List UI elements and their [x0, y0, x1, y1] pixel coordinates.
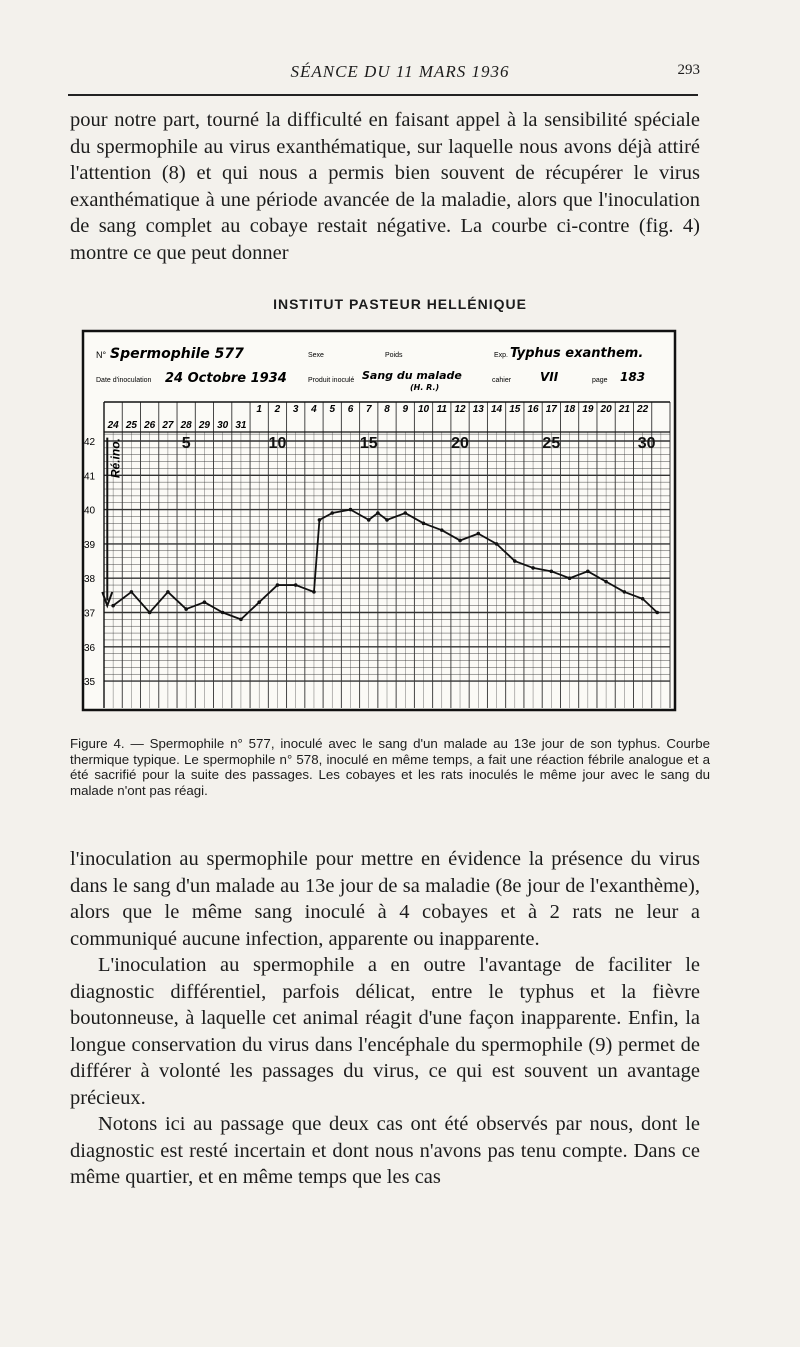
form-page-value: 183: [620, 370, 646, 384]
data-point: [376, 511, 380, 515]
day-label: 31: [235, 420, 247, 431]
day-label: 11: [436, 404, 447, 415]
milestone-label: 15: [359, 434, 378, 452]
temperature-chart: [80, 328, 680, 714]
day-label: 10: [417, 404, 430, 415]
data-point: [312, 590, 316, 594]
day-label: 19: [582, 404, 594, 415]
day-label: 22: [637, 404, 649, 415]
y-tick-label: 38: [84, 574, 96, 586]
paragraph: L'inoculation au spermophile a en outre l'avantage de faciliter le diagnostic différentiel, parfois délicat, entre le typhus et la fièvre boutonneuse, à laquelle cet animal réagit d'une façon inapparente. Enfin, la longue conservation du virus dans l'encéphale du spermophile (9) permet de différer à volonté les passages du virus, ce qui est souvent un avantage précieux.: [70, 954, 700, 1109]
paragraph: l'inoculation au spermophile pour mettre en évidence la présence du virus dans le sang d'un malade au 13e jour de sa maladie (8e jour de l'exanthème), alors que le même sang inoculé à 4 cobayes et à 2 rats ne leur a communiqué aucune infection, apparente ou inapparente.: [70, 848, 700, 950]
day-label: 5: [329, 404, 336, 415]
data-point: [513, 559, 517, 563]
header-rule: [68, 94, 698, 96]
data-point: [531, 566, 535, 570]
day-label: 24: [107, 420, 119, 431]
data-point: [385, 518, 389, 522]
data-point: [130, 590, 134, 594]
data-point: [111, 604, 115, 608]
paragraph: pour notre part, tourné la difficulté en faisant appel à la sensibilité spéciale du spermophile au virus exanthématique, sur laquelle nous avons déjà attiré l'attention (8) et qui nous a permis bien souvent de récupérer le virus exanthématique à une période avancée de la maladie, alors que l'inoculation de sang complet au cobaye restait négative. La courbe ci-contre (fig. 4) montre ce que peut donner: [70, 109, 700, 264]
day-label: 27: [162, 420, 174, 431]
data-point: [458, 539, 462, 543]
day-label: 12: [454, 404, 466, 415]
y-tick-label: 35: [84, 677, 96, 689]
data-point: [221, 611, 225, 615]
data-point: [294, 583, 298, 587]
form-page-label: page: [592, 377, 608, 384]
data-point: [655, 611, 659, 615]
marker-label: Ré.ino.: [108, 438, 123, 479]
day-label: 8: [384, 404, 390, 415]
data-point: [184, 607, 188, 611]
y-tick-label: 36: [84, 642, 96, 654]
day-label: 3: [292, 404, 299, 415]
form-exp-value: Typhus exanthem.: [510, 346, 644, 361]
data-point: [440, 528, 444, 532]
data-point: [568, 576, 572, 580]
data-point: [641, 597, 645, 601]
y-tick-label: 37: [84, 608, 96, 620]
day-label: 28: [180, 420, 192, 431]
milestone-label: 10: [268, 434, 287, 452]
milestone-label: 30: [637, 434, 656, 452]
data-point: [349, 508, 353, 512]
day-label: 17: [545, 404, 557, 415]
form-exp-label: Exp.: [494, 352, 509, 359]
day-label: 15: [509, 404, 521, 415]
chart-frame: [83, 331, 675, 710]
day-label: 2: [274, 404, 281, 415]
y-tick-label: 41: [84, 471, 96, 483]
day-label: 16: [527, 404, 539, 415]
data-point: [166, 590, 170, 594]
form-no-value: Spermophile 577: [110, 346, 244, 362]
day-label: 29: [198, 420, 210, 431]
figure-caption: [70, 736, 710, 798]
data-point: [623, 590, 627, 594]
day-label: 26: [144, 420, 156, 431]
form-sexe-label: Sexe: [308, 352, 324, 359]
day-label: 4: [311, 404, 317, 415]
data-point: [604, 580, 608, 584]
form-produit-sub: (H. R.): [410, 383, 440, 392]
day-label: 1: [256, 404, 262, 415]
y-tick-label: 39: [84, 539, 96, 551]
page-number: 293: [677, 62, 700, 78]
day-label: 30: [217, 420, 229, 431]
day-label: 6: [347, 404, 354, 415]
data-point: [550, 570, 554, 574]
data-point: [367, 518, 371, 522]
milestone-label: 20: [451, 434, 469, 452]
body-text-top: [70, 107, 700, 266]
body-text-bottom: [70, 846, 700, 1191]
data-point: [476, 532, 480, 536]
day-label: 21: [618, 404, 630, 415]
data-point: [148, 611, 152, 615]
data-point: [495, 542, 499, 546]
data-point: [586, 570, 590, 574]
data-point: [403, 511, 407, 515]
caption-text: Figure 4. — Spermophile n° 577, inoculé avec le sang d'un malade au 13e jour de son typhus. Courbe thermique typique. Le spermophile n° 578, inoculé en même temps, a fait une réaction fébrile analogue et a été sacrifié pour la suite des passages. Les cobayes et les rats inoculés le même jour avec le sang du malade n'ont pas réagi.: [70, 736, 710, 798]
form-produit-value: Sang du malade: [362, 369, 462, 382]
data-point: [257, 600, 261, 604]
day-label: 14: [490, 404, 503, 415]
data-point: [330, 511, 334, 515]
form-date-value: 24 Octobre 1934: [165, 371, 287, 386]
milestone-label: 5: [181, 434, 191, 452]
y-tick-label: 40: [84, 505, 96, 517]
day-label: 18: [564, 404, 576, 415]
form-date-label: Date d'inoculation: [96, 377, 152, 384]
y-tick-label: 42: [84, 437, 96, 448]
day-label: 20: [600, 404, 612, 415]
data-point: [203, 600, 207, 604]
data-point: [239, 618, 243, 622]
day-label: 25: [125, 420, 137, 431]
form-cahier-value: VII: [540, 370, 559, 384]
day-label: 9: [402, 404, 409, 415]
day-label: 13: [472, 404, 484, 415]
paragraph: Notons ici au passage que deux cas ont été observés par nous, dont le diagnostic est resté incertain et dont nous n'avons pas tenu compte. Dans ce même quartier, et en même temps que les cas: [70, 1113, 700, 1188]
form-poids-label: Poids: [385, 352, 403, 359]
data-point: [422, 522, 426, 526]
milestone-label: 25: [542, 434, 561, 452]
data-point: [318, 518, 322, 522]
form-cahier-label: cahier: [492, 377, 512, 384]
form-no-label: N°: [96, 350, 107, 360]
institute-heading: INSTITUT PASTEUR HELLÉNIQUE: [273, 296, 527, 312]
data-point: [276, 583, 280, 587]
day-label: 7: [365, 404, 372, 415]
running-header: SÉANCE DU 11 MARS 1936: [290, 62, 510, 81]
form-produit-label: Produit inoculé: [308, 377, 355, 384]
